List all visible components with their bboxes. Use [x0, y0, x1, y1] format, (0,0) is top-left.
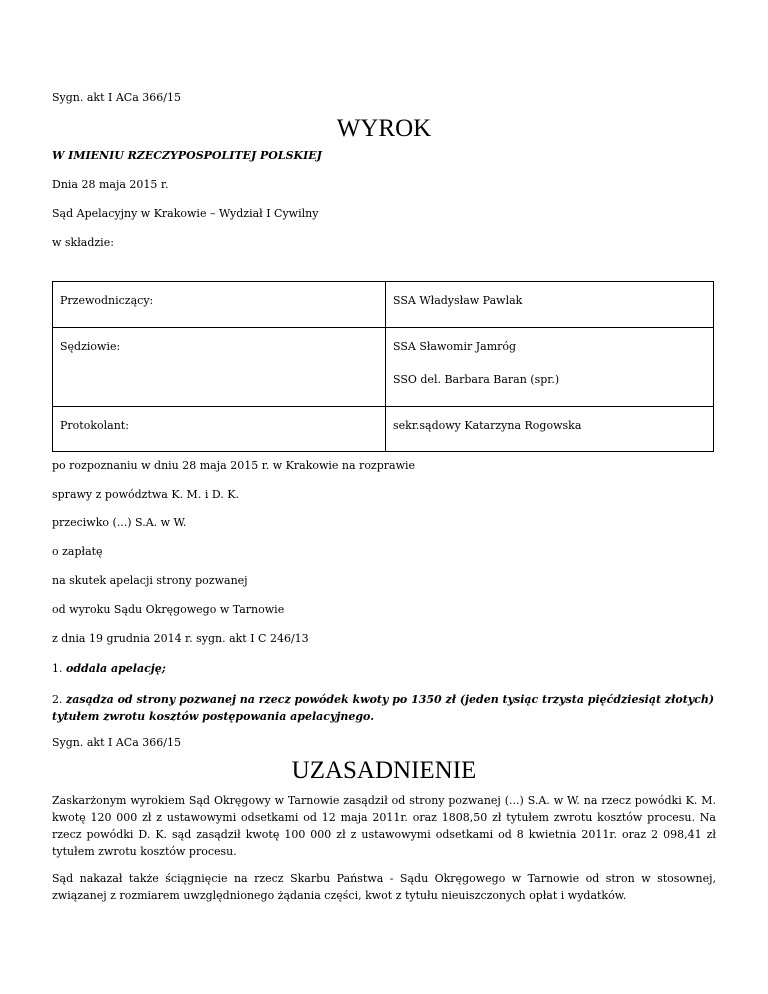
justification-paragraph: Zaskarżonym wyrokiem Sąd Okręgowy w Tarnowie zasądził od strony pozwanej (...) S.A. w W. na rzecz powódki K. M. kwotę 120 000 zł z ustawowymi odsetkami od 12 maja 2011r. oraz 1808,50 zł tytułem zwrotu kosztów procesu. Na rzecz powódki D. K. sąd zasądził kwotę 100 000 zł z ustawowymi odsetkami od 8 kwietnia 2011r. oraz 2 098,41 zł tytułem zwrotu kosztów procesu.: [52, 794, 716, 859]
composition-label: w składzie:: [52, 236, 114, 249]
proceedings-line: z dnia 19 grudnia 2014 r. sygn. akt I C 246/13: [52, 632, 309, 645]
ruling-item-number: 1.: [52, 662, 63, 675]
ruling-item-text: oddala apelację;: [66, 662, 166, 675]
ruling-item-number: 2.: [52, 693, 63, 706]
clerk-value: sekr.sądowy Katarzyna Rogowska: [386, 407, 714, 452]
judgment-subtitle: W IMIENIU RZECZYPOSPOLITEJ POLSKIEJ: [52, 149, 322, 162]
proceedings-line: od wyroku Sądu Okręgowego w Tarnowie: [52, 603, 285, 616]
justification-paragraph: Sąd nakazał także ściągnięcie na rzecz Skarbu Państwa - Sądu Okręgowego w Tarnowie od stron w stosownej, związanej z rozmiarem uwzględnionego żądania części, kwot z tytułu nieuiszczonych opłat i wydatków.: [52, 872, 716, 903]
judges-label: Sędziowie:: [53, 328, 386, 407]
court-composition-table: [52, 281, 714, 452]
case-signature: Sygn. akt I ACa 366/15: [52, 91, 181, 104]
ruling-item-1: [52, 661, 166, 678]
court-name: Sąd Apelacyjny w Krakowie – Wydział I Cywilny: [52, 207, 319, 220]
proceedings-line: o zapłatę: [52, 545, 103, 558]
proceedings-line: na skutek apelacji strony pozwanej: [52, 574, 248, 587]
judge-2: SSO del. Barbara Baran (spr.): [393, 372, 560, 386]
table-row: [53, 407, 714, 452]
case-signature: Sygn. akt I ACa 366/15: [52, 736, 181, 749]
chair-value: SSA Władysław Pawlak: [386, 282, 714, 328]
proceedings-line: przeciwko (...) S.A. w W.: [52, 516, 187, 529]
table-row: [53, 328, 714, 407]
justification-title: UZASADNIENIE: [291, 757, 477, 784]
ruling-item-2: [52, 691, 716, 725]
clerk-label: Protokolant:: [53, 407, 386, 452]
judgment-title: WYROK: [336, 115, 432, 142]
proceedings-line: po rozpoznaniu w dniu 28 maja 2015 r. w Krakowie na rozprawie: [52, 459, 416, 472]
judges-cell: [386, 328, 714, 407]
judgment-date: Dnia 28 maja 2015 r.: [52, 178, 169, 191]
judge-1: SSA Sławomir Jamróg: [393, 340, 517, 353]
chair-label: Przewodniczący:: [53, 282, 386, 328]
ruling-item-text: zasądza od strony pozwanej na rzecz powódek kwoty po 1350 zł (jeden tysiąc trzysta pięćdziesiąt złotych) tytułem zwrotu kosztów postępowania apelacyjnego.: [52, 693, 715, 724]
proceedings-line: sprawy z powództwa K. M. i D. K.: [52, 488, 239, 501]
table-row: [53, 282, 714, 328]
